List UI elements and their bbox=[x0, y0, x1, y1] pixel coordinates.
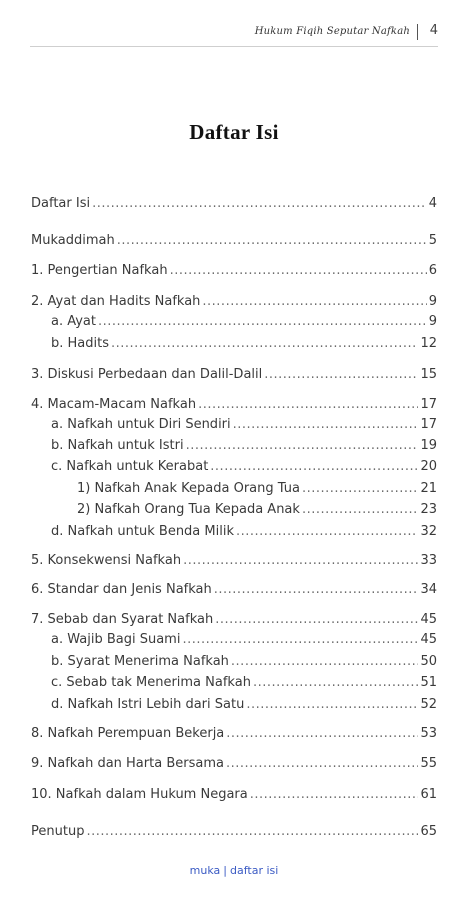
toc-entry[interactable] bbox=[51, 632, 437, 650]
toc-entry-label: b. Hadits bbox=[51, 336, 109, 351]
toc-entry[interactable] bbox=[31, 553, 437, 571]
toc-leader-dots bbox=[210, 459, 418, 474]
toc-entry-label: 2. Ayat dan Hadits Nafkah bbox=[31, 294, 201, 309]
toc-leader-dots bbox=[302, 502, 419, 517]
toc-entry-page: 5 bbox=[428, 233, 437, 248]
toc-entry-page: 55 bbox=[420, 756, 437, 771]
toc-entry[interactable] bbox=[51, 654, 437, 672]
toc-entry-page: 34 bbox=[420, 582, 437, 597]
toc-entry-label: 8. Nafkah Perempuan Bekerja bbox=[31, 726, 225, 741]
toc-entry[interactable] bbox=[51, 459, 437, 477]
toc-entry-page: 23 bbox=[420, 502, 437, 517]
front-page-link[interactable]: muka bbox=[189, 864, 221, 877]
toc-leader-dots bbox=[215, 612, 418, 627]
toc-leader-dots bbox=[302, 481, 419, 496]
toc-entry-page: 15 bbox=[420, 367, 437, 382]
toc-leader-dots bbox=[253, 675, 419, 690]
toc-entry-page: 20 bbox=[420, 459, 437, 474]
toc-entry-page: 6 bbox=[428, 263, 437, 278]
toc-entry-page: 50 bbox=[420, 654, 437, 669]
toc-entry-page: 61 bbox=[420, 787, 437, 802]
toc-entry[interactable] bbox=[31, 824, 437, 842]
toc-entry[interactable] bbox=[31, 756, 437, 774]
toc-leader-dots bbox=[182, 632, 418, 647]
toc-entry-label: 10. Nafkah dalam Hukum Negara bbox=[31, 787, 248, 802]
toc-entry-page: 19 bbox=[420, 438, 437, 453]
toc-entry-page: 32 bbox=[420, 524, 437, 539]
toc-entry-label: 7. Sebab dan Syarat Nafkah bbox=[31, 612, 214, 627]
toc-entry-page: 51 bbox=[420, 675, 437, 690]
toc-heading: Daftar Isi bbox=[189, 120, 279, 144]
header-divider bbox=[417, 24, 418, 40]
toc-entry-label: Mukaddimah bbox=[31, 233, 115, 248]
toc-leader-dots bbox=[198, 397, 418, 412]
toc-entry-page: 9 bbox=[428, 314, 437, 329]
toc-entry-label: d. Nafkah Istri Lebih dari Satu bbox=[51, 697, 245, 712]
toc-leader-dots bbox=[226, 726, 418, 741]
toc-leader-dots bbox=[246, 697, 418, 712]
toc-leader-dots bbox=[183, 553, 418, 568]
toc-entry[interactable] bbox=[77, 502, 437, 520]
toc-link[interactable]: daftar isi bbox=[230, 864, 279, 877]
toc-entry[interactable] bbox=[31, 582, 437, 600]
toc-entry-label: 4. Macam-Macam Nafkah bbox=[31, 397, 197, 412]
toc-leader-dots bbox=[117, 233, 427, 248]
toc-entry[interactable] bbox=[31, 787, 437, 805]
toc-leader-dots bbox=[92, 196, 427, 211]
toc-leader-dots bbox=[233, 417, 419, 432]
toc-entry-label: 2) Nafkah Orang Tua Kepada Anak bbox=[77, 502, 300, 517]
toc-entry-label: a. Ayat bbox=[51, 314, 96, 329]
toc-entry-label: Daftar Isi bbox=[31, 196, 91, 211]
toc-leader-dots bbox=[231, 654, 419, 669]
toc-entry-label: 3. Diskusi Perbedaan dan Dalil-Dalil bbox=[31, 367, 263, 382]
toc-entry-label: b. Syarat Menerima Nafkah bbox=[51, 654, 229, 669]
footer-nav bbox=[0, 864, 468, 877]
toc-leader-dots bbox=[236, 524, 418, 539]
footer-separator: | bbox=[223, 864, 227, 877]
toc-leader-dots bbox=[111, 336, 418, 351]
toc-entry[interactable] bbox=[31, 726, 437, 744]
toc-entry[interactable] bbox=[51, 438, 437, 456]
page-header bbox=[30, 22, 438, 47]
toc-entry-label: a. Wajib Bagi Suami bbox=[51, 632, 181, 647]
toc-leader-dots bbox=[226, 756, 419, 771]
toc-entry-label: a. Nafkah untuk Diri Sendiri bbox=[51, 417, 231, 432]
toc-entry-page: 45 bbox=[420, 632, 437, 647]
toc-entry-page: 17 bbox=[420, 417, 437, 432]
toc-entry-label: 1) Nafkah Anak Kepada Orang Tua bbox=[77, 481, 300, 496]
toc-entry-page: 12 bbox=[420, 336, 437, 351]
toc-entry-page: 45 bbox=[420, 612, 437, 627]
toc-leader-dots bbox=[98, 314, 427, 329]
toc-entry[interactable] bbox=[51, 336, 437, 354]
running-title: Hukum Fiqih Seputar Nafkah bbox=[254, 26, 410, 37]
toc-entry-label: d. Nafkah untuk Benda Milik bbox=[51, 524, 234, 539]
toc-leader-dots bbox=[186, 438, 419, 453]
toc-leader-dots bbox=[264, 367, 418, 382]
toc-entry-page: 21 bbox=[420, 481, 437, 496]
toc-entry[interactable] bbox=[31, 612, 437, 630]
toc-entry-page: 53 bbox=[420, 726, 437, 741]
toc-leader-dots bbox=[170, 263, 427, 278]
page-number: 4 bbox=[429, 23, 438, 38]
toc-entry[interactable] bbox=[77, 481, 437, 499]
toc-entry-label: b. Nafkah untuk Istri bbox=[51, 438, 184, 453]
toc-entry[interactable] bbox=[51, 314, 437, 332]
toc-entry[interactable] bbox=[51, 697, 437, 715]
toc-entry-label: c. Nafkah untuk Kerabat bbox=[51, 459, 209, 474]
toc-entry[interactable] bbox=[31, 367, 437, 385]
toc-entry-label: 9. Nafkah dan Harta Bersama bbox=[31, 756, 224, 771]
toc-entry-page: 9 bbox=[428, 294, 437, 309]
toc-entry[interactable] bbox=[31, 233, 437, 251]
toc-entry[interactable] bbox=[51, 675, 437, 693]
toc-entry-page: 33 bbox=[420, 553, 437, 568]
toc-entry-label: Penutup bbox=[31, 824, 85, 839]
toc-entry-page: 4 bbox=[428, 196, 437, 211]
toc-entry-page: 52 bbox=[420, 697, 437, 712]
toc-entry-label: c. Sebab tak Menerima Nafkah bbox=[51, 675, 251, 690]
toc-entry-page: 17 bbox=[420, 397, 437, 412]
toc-entry[interactable] bbox=[31, 397, 437, 415]
toc-entry[interactable] bbox=[31, 196, 437, 214]
toc-leader-dots bbox=[214, 582, 419, 597]
toc-entry-page: 65 bbox=[420, 824, 437, 839]
toc-entry-label: 5. Konsekwensi Nafkah bbox=[31, 553, 182, 568]
toc-entry[interactable] bbox=[51, 417, 437, 435]
toc-leader-dots bbox=[202, 294, 426, 309]
toc-entry[interactable] bbox=[51, 524, 437, 542]
toc-entry[interactable] bbox=[31, 263, 437, 281]
toc-entry-label: 1. Pengertian Nafkah bbox=[31, 263, 168, 278]
toc-entry[interactable] bbox=[31, 294, 437, 312]
toc-entry-label: 6. Standar dan Jenis Nafkah bbox=[31, 582, 212, 597]
toc-leader-dots bbox=[86, 824, 418, 839]
toc-leader-dots bbox=[250, 787, 419, 802]
